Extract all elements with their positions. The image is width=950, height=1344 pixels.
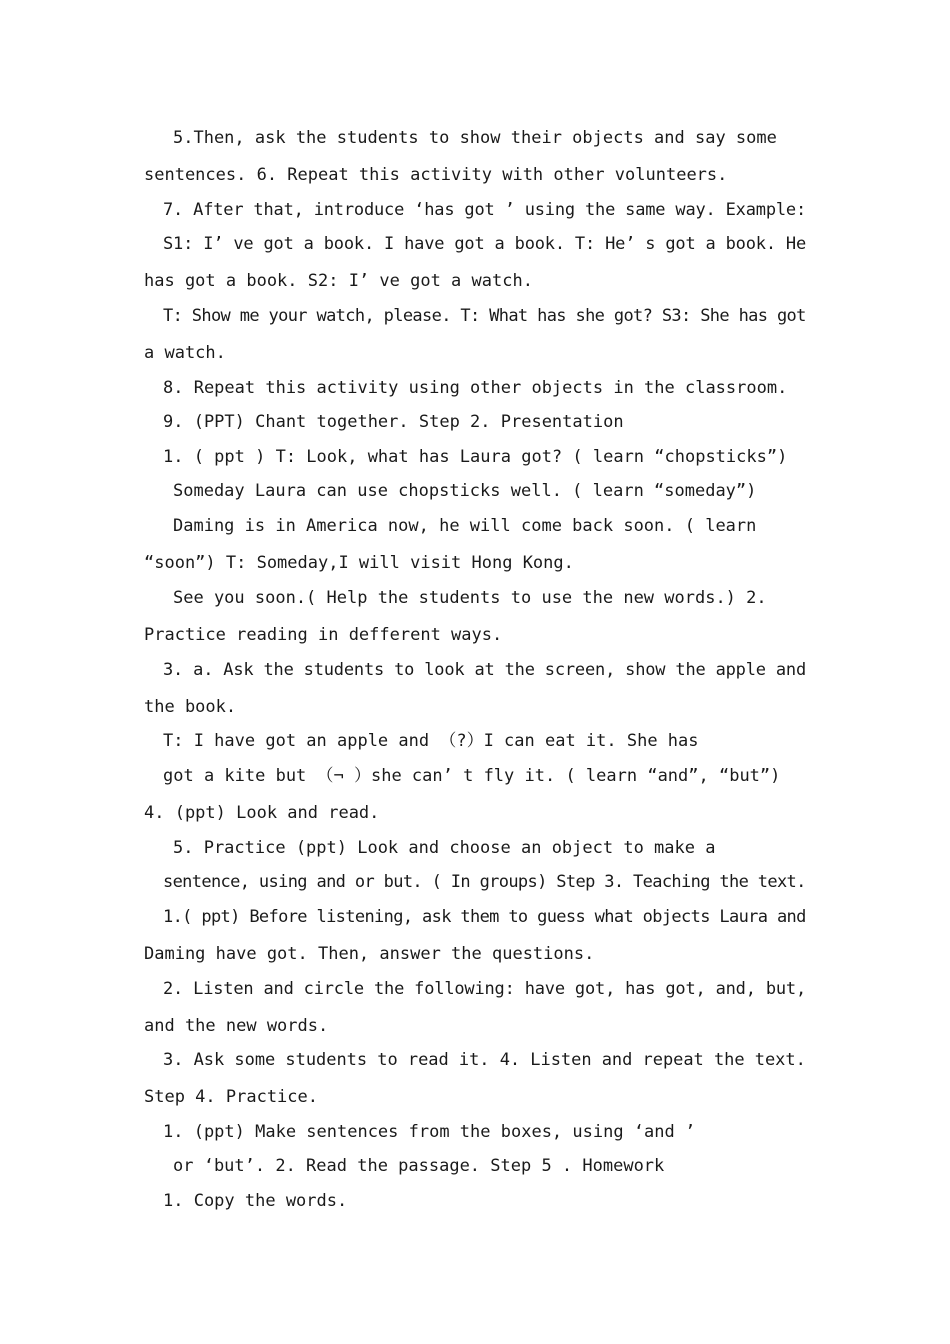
text-line: sentence, using and or but. ( In groups) Step 3. Teaching the text. [163, 872, 806, 892]
text-line: 5.Then, ask the students to show their objects and say some [173, 128, 777, 148]
text-line: Practice reading in defferent ways. [144, 625, 503, 645]
text-line: got a kite but （¬ ）she can’ t fly it. ( learn “and”, “but”) [163, 766, 781, 786]
text-line: 4. (ppt) Look and read. [144, 803, 380, 823]
text-line: 5. Practice (ppt) Look and choose an object to make a [173, 838, 716, 858]
text-line: 3. a. Ask the students to look at the screen, show the apple and [163, 660, 806, 680]
text-line: a watch. [144, 343, 226, 363]
text-line: the book. [144, 697, 237, 717]
text-line: sentences. 6. Repeat this activity with other volunteers. [144, 165, 728, 185]
text-line: has got a book. S2: I’ ve got a watch. [144, 271, 533, 291]
text-line: Daming is in America now, he will come back soon. ( learn [173, 516, 757, 536]
text-line: See you soon.( Help the students to use the new words.) 2. [173, 588, 767, 608]
text-line: Step 4. Practice. [144, 1087, 318, 1107]
text-line: S1: I’ ve got a book. I have got a book. T: He’ s got a book. He [163, 234, 806, 254]
text-line: T: I have got an apple and （?）I can eat it. She has [163, 731, 699, 751]
text-line: “soon”) T: Someday,I will visit Hong Kong. [144, 553, 574, 573]
text-line: 9. (PPT) Chant together. Step 2. Presentation [163, 412, 624, 432]
text-line: 1. (ppt) Make sentences from the boxes, using ‘and ’ [163, 1122, 696, 1142]
text-line: 8. Repeat this activity using other objects in the classroom. [163, 378, 788, 398]
text-line: 1. Copy the words. [163, 1191, 348, 1211]
text-line: 1. ( ppt ) T: Look, what has Laura got? ( learn “chopsticks”) [163, 447, 788, 467]
text-line: 1.( ppt) Before listening, ask them to guess what objects Laura and [163, 907, 806, 927]
text-line: or ‘but’. 2. Read the passage. Step 5 . Homework [173, 1156, 665, 1176]
text-line: Daming have got. Then, answer the questions. [144, 944, 595, 964]
text-line: 2. Listen and circle the following: have got, has got, and, but, [163, 979, 806, 999]
text-line: T: Show me your watch, please. T: What has she got? S3: She has got [163, 306, 806, 326]
text-line: 7. After that, introduce ‘has got ’ using the same way. Example: [163, 200, 806, 220]
text-line: and the new words. [144, 1016, 329, 1036]
text-line: Someday Laura can use chopsticks well. ( learn “someday”) [173, 481, 757, 501]
text-line: 3. Ask some students to read it. 4. Listen and repeat the text. [163, 1050, 806, 1070]
